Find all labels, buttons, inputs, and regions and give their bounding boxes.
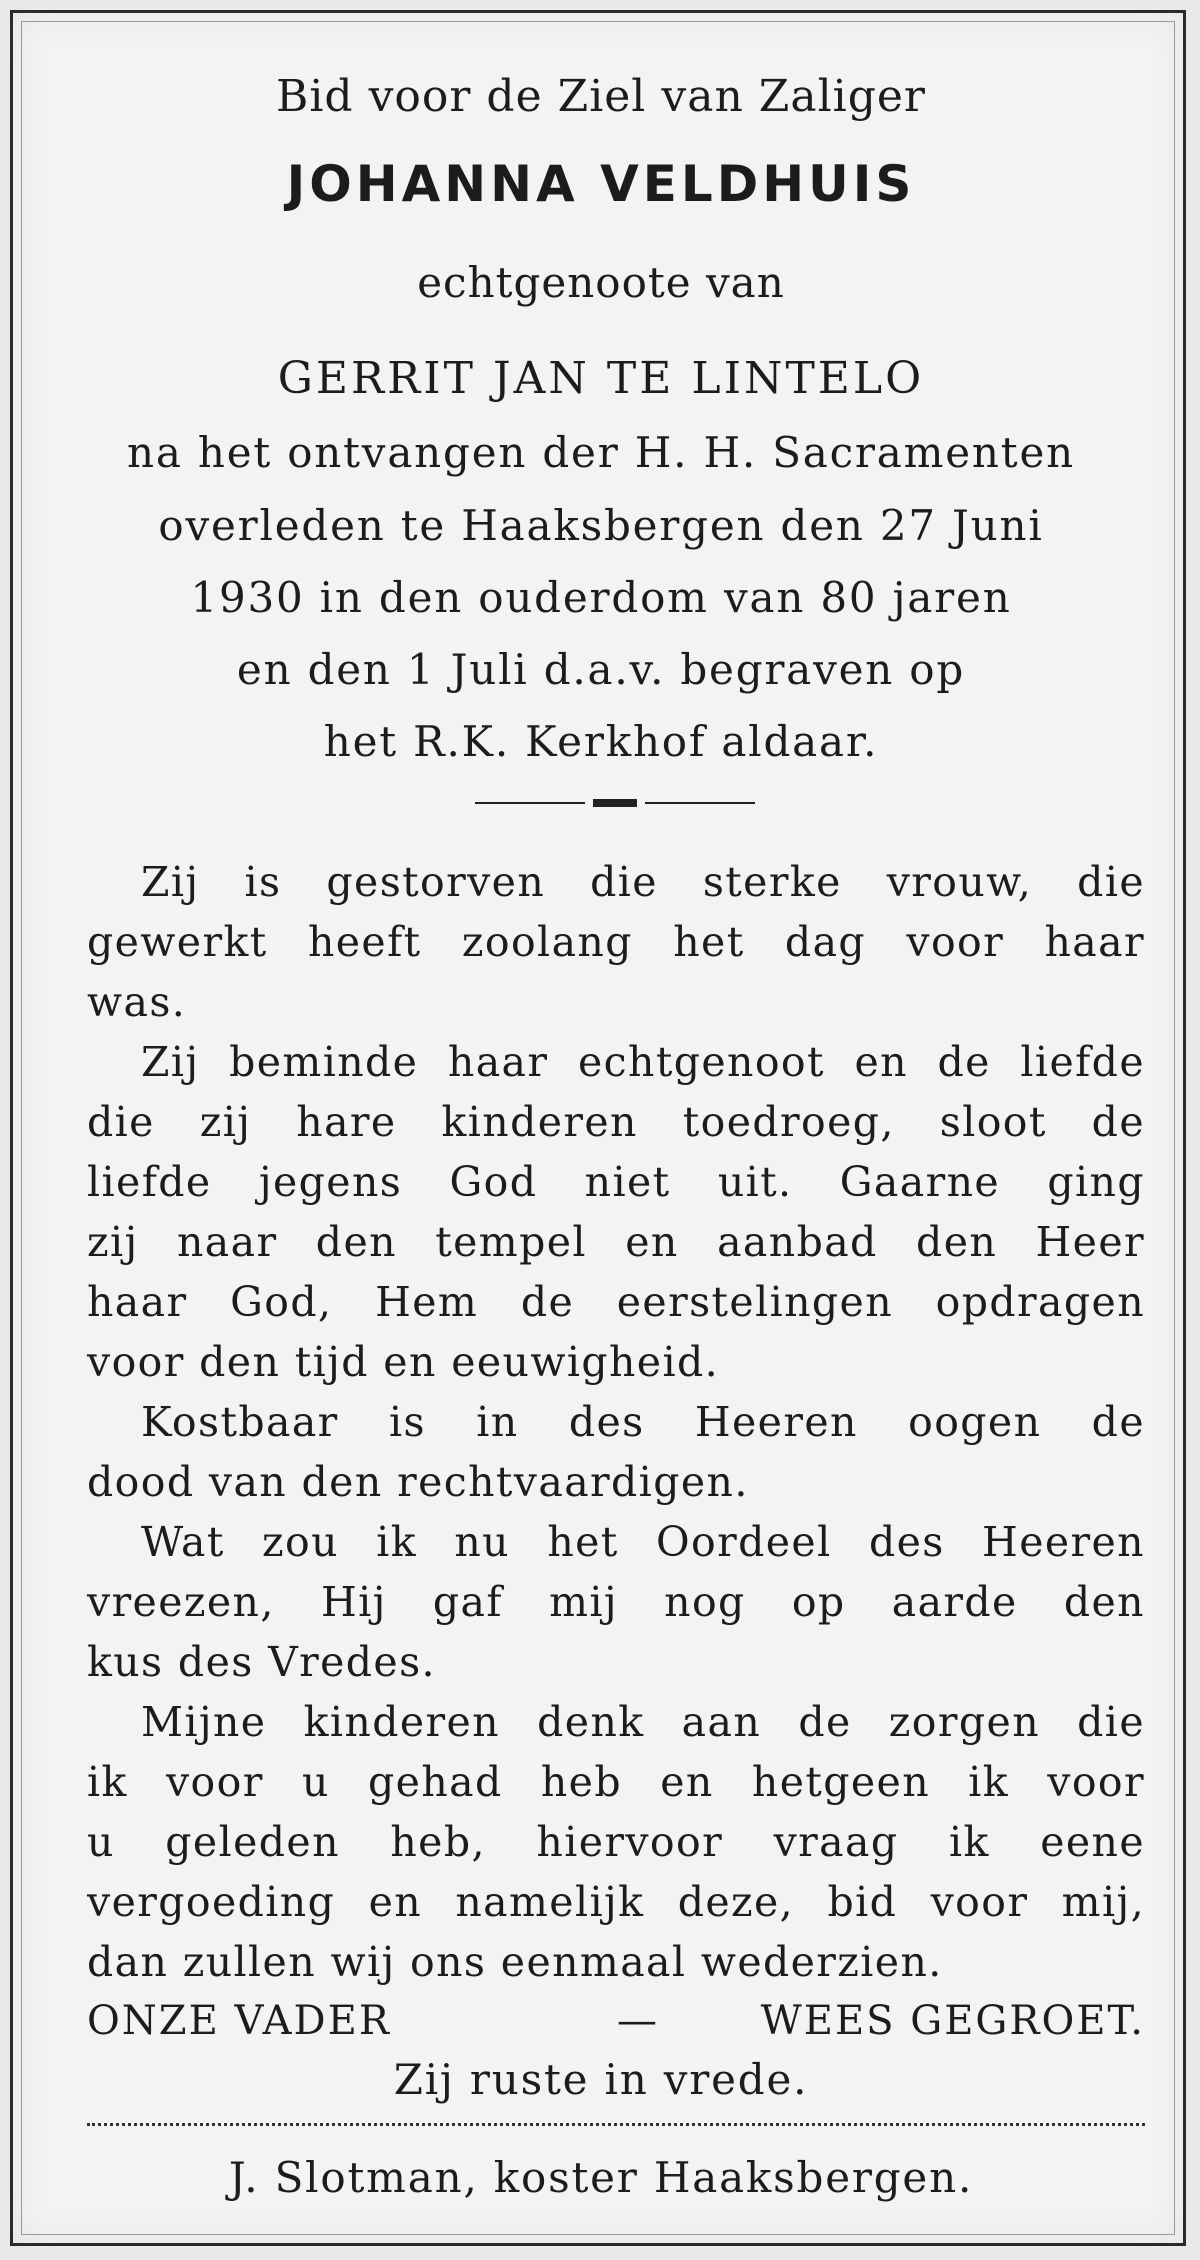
body-line: vergoeding en namelijk deze, bid voor mij,	[87, 1878, 1145, 1926]
deceased-name: JOHANNA VELDHUIS	[286, 155, 916, 213]
detail-line: 1930 in den ouderdom van 80 jaren	[190, 573, 1012, 622]
body-line: ik voor u gehad heb en hetgeen ik voor	[87, 1758, 1145, 1806]
body-line: voor den tijd en eeuwigheid.	[87, 1338, 720, 1386]
body-line: dan zullen wij ons eenmaal wederzien.	[87, 1938, 943, 1986]
printer-credit: J. Slotman, koster Haaksbergen.	[228, 2153, 974, 2202]
spouse-label: echtgenoote van	[417, 258, 785, 307]
body-line: kus des Vredes.	[87, 1638, 436, 1686]
spouse-name: GERRIT JAN TE LINTELO	[277, 353, 925, 404]
divider-line-right	[645, 802, 755, 804]
prayer-hail-mary: WEES GEGROET.	[760, 1998, 1145, 2044]
divider-line-left	[475, 802, 585, 804]
detail-line: en den 1 Juli d.a.v. begraven op	[236, 645, 966, 694]
prayer-separator: —	[617, 1998, 659, 2044]
body-line: Mijne kinderen denk aan de zorgen die	[141, 1698, 1145, 1746]
body-line: u geleden heb, hiervoor vraag ik eene	[87, 1818, 1145, 1866]
body-line: Wat zou ik nu het Oordeel des Heeren	[141, 1518, 1145, 1566]
body-line: gewerkt heeft zoolang het dag voor haar	[87, 918, 1145, 966]
rest-in-peace: Zij ruste in vrede.	[393, 2055, 809, 2104]
body-line: Zij is gestorven die sterke vrouw, die	[141, 858, 1145, 906]
detail-line: overleden te Haaksbergen den 27 Juni	[158, 501, 1044, 550]
body-line: die zij hare kinderen toedroeg, sloot de	[87, 1098, 1145, 1146]
detail-line: na het ontvangen der H. H. Sacramenten	[127, 428, 1075, 477]
body-line: haar God, Hem de eerstelingen opdragen	[87, 1278, 1145, 1326]
body-line: Zij beminde haar echtgenoot en de liefde	[141, 1038, 1145, 1086]
divider-center-mark	[593, 799, 637, 807]
dotted-divider	[87, 2123, 1145, 2126]
memorial-card	[10, 10, 1186, 2246]
body-line: liefde jegens God niet uit. Gaarne ging	[87, 1158, 1145, 1206]
body-line: Kostbaar is in des Heeren oogen de	[141, 1398, 1145, 1446]
intro-text: Bid voor de Ziel van Zaliger	[276, 71, 926, 122]
body-line: zij naar den tempel en aanbad den Heer	[87, 1218, 1145, 1266]
body-line: vreezen, Hij gaf mij nog op aarde den	[87, 1578, 1145, 1626]
prayer-our-father: ONZE VADER	[87, 1998, 391, 2044]
body-line: was.	[87, 978, 187, 1026]
body-line: dood van den rechtvaardigen.	[87, 1458, 749, 1506]
ornamental-divider	[475, 798, 755, 808]
detail-line: het R.K. Kerkhof aldaar.	[323, 717, 879, 766]
